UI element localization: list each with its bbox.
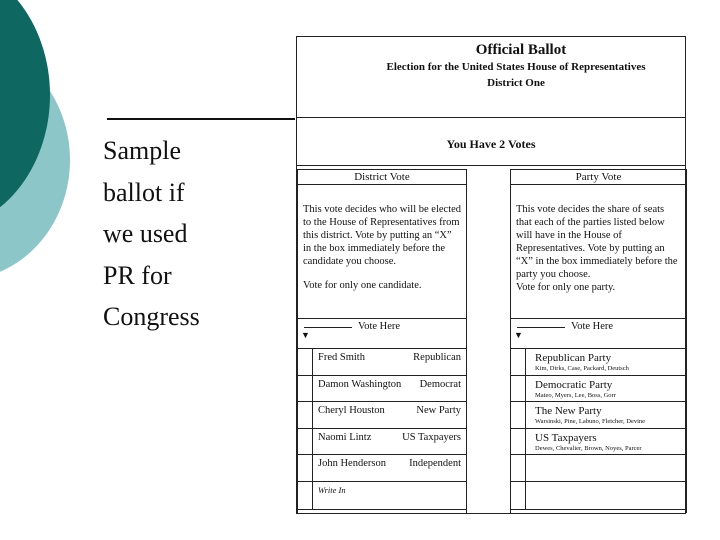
votes-count: You Have 2 Votes: [297, 117, 685, 166]
party-row-empty: [511, 455, 686, 482]
slide-text-line: ballot if: [103, 177, 185, 207]
slide-text-line: we used: [103, 219, 188, 248]
candidate-name: Fred Smith: [318, 352, 365, 363]
party-checkbox[interactable]: [511, 349, 526, 375]
candidate-party: Democrat: [419, 378, 461, 390]
party-checkbox[interactable]: [511, 376, 526, 402]
candidate-checkbox[interactable]: [298, 402, 313, 428]
candidate-name: John Henderson: [318, 458, 386, 469]
ballot-image: [296, 36, 686, 514]
district-vote-description: [298, 185, 466, 319]
write-in-label: Write In: [318, 484, 346, 495]
party-checkbox[interactable]: [511, 429, 526, 455]
down-arrow-icon: ▼: [301, 330, 310, 340]
candidate-row: [298, 402, 466, 429]
party-checkbox[interactable]: [511, 455, 526, 481]
party-vote-column: [510, 169, 687, 513]
party-checkbox[interactable]: [511, 482, 526, 509]
slide-text-line: PR for: [103, 260, 172, 290]
party-members: Warsinski, Pine, Labuno, Fletcher, Devine: [535, 418, 646, 425]
candidate-name: Naomi Lintz: [318, 431, 372, 443]
ballot-title: Official Ballot: [475, 42, 567, 58]
arrow-line: [304, 327, 352, 328]
candidate-name: Cheryl Houston: [318, 405, 385, 416]
district-vote-column: [297, 169, 467, 513]
party-members: Dewes, Chevalier, Brown, Noyes, Parcer: [535, 444, 642, 452]
write-in-row: [298, 482, 466, 510]
party-vote-description: [511, 185, 686, 319]
party-vote-instruction: Vote for only one party.: [516, 282, 616, 293]
candidate-row: [298, 429, 466, 456]
district-vote-text: This vote decides who will be elected to the House of Representatives from this district. Vote by putting an “X” in the box immediately before the candidate you choose.: [303, 204, 462, 267]
title-rule: [107, 118, 295, 120]
district-vote-here: [298, 319, 466, 349]
party-name: The New Party: [535, 405, 602, 417]
party-row: [511, 429, 686, 456]
candidate-checkbox[interactable]: [298, 376, 313, 402]
party-vote-text: This vote decides the share of seats that each of the parties listed below will have in the House of Representatives. Vote by putting an “X” in the box immediately before the party you choose.: [516, 204, 678, 280]
ballot-subtitle: Election for the United States House of Representatives: [386, 61, 646, 73]
slide-body-text: [103, 130, 283, 338]
candidate-row: [298, 455, 466, 482]
party-name: Republican Party: [535, 352, 612, 364]
candidate-checkbox[interactable]: [298, 429, 313, 455]
down-arrow-icon: ▼: [514, 330, 523, 340]
arrow-line: [517, 327, 565, 328]
candidate-checkbox[interactable]: [298, 455, 313, 481]
district-vote-heading: District Vote: [298, 169, 466, 185]
write-in-checkbox[interactable]: [298, 482, 313, 509]
candidate-name: Damon Washington: [318, 378, 402, 390]
party-row: [511, 402, 686, 429]
candidate-party: New Party: [416, 405, 461, 416]
candidate-party: US Taxpayers: [402, 431, 461, 443]
party-members: Mateo, Myers, Lee, Boss, Gorr: [535, 391, 616, 399]
party-vote-here: [511, 319, 686, 349]
candidate-row: [298, 349, 466, 376]
party-row-empty: [511, 482, 686, 510]
candidate-row: [298, 376, 466, 403]
district-vote-instruction: Vote for only one candidate.: [303, 280, 422, 291]
vote-here-label: Vote Here: [358, 321, 401, 332]
candidate-party: Independent: [409, 458, 461, 469]
candidate-checkbox[interactable]: [298, 349, 313, 375]
candidate-party: Republican: [413, 352, 461, 363]
slide-text-line: Sample: [103, 136, 181, 165]
slide-text-line: Congress: [103, 302, 200, 331]
ballot-district: District One: [487, 77, 545, 89]
party-name: US Taxpayers: [535, 431, 597, 444]
party-row: [511, 376, 686, 403]
party-vote-heading: Party Vote: [511, 169, 686, 185]
party-row: [511, 349, 686, 376]
party-name: Democratic Party: [535, 378, 613, 391]
vote-here-label: Vote Here: [571, 321, 614, 332]
ballot-header: [297, 37, 685, 118]
party-members: Kim, Dirks, Case, Packard, Deutsch: [535, 365, 629, 372]
party-checkbox[interactable]: [511, 402, 526, 428]
